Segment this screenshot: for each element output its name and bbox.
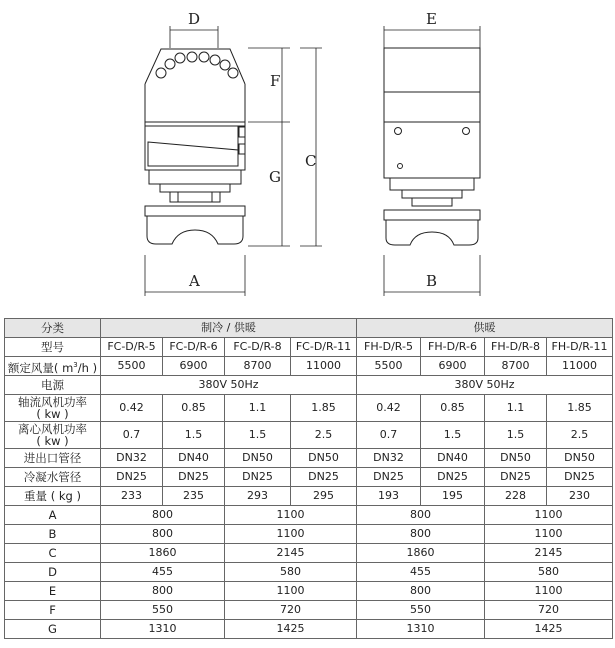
dim-cell: 1310 [101, 620, 225, 639]
group-header-cooling-heating: 制冷 / 供暖 [101, 319, 357, 338]
dim-cell: 1100 [225, 582, 357, 601]
axial-fan-cell: 1.85 [547, 395, 613, 422]
dim-row-label: B [5, 525, 101, 544]
dim-cell: 720 [485, 601, 613, 620]
model-cell: FH-D/R-6 [421, 338, 485, 357]
dim-row-b [5, 525, 613, 544]
dim-cell: 580 [225, 563, 357, 582]
power-cell: 380V 50Hz [101, 376, 357, 395]
dim-label-g: G [269, 168, 281, 186]
dim-cell: 2145 [225, 544, 357, 563]
front-view [145, 49, 245, 244]
centrifugal-fan-label-line1: 离心风机功率 [18, 422, 87, 436]
dim-row-f [5, 601, 613, 620]
centrifugal-fan-cell: 0.7 [101, 422, 163, 449]
power-cell: 380V 50Hz [357, 376, 613, 395]
axial-fan-cell: 0.85 [163, 395, 225, 422]
weight-row [5, 487, 613, 506]
model-cell: FH-D/R-8 [485, 338, 547, 357]
dim-row-c [5, 544, 613, 563]
dim-cell: 1425 [485, 620, 613, 639]
axial-fan-label-line1: 轴流风机功率 [18, 395, 87, 409]
centrifugal-fan-cell: 2.5 [291, 422, 357, 449]
axial-fan-cell: 0.42 [357, 395, 421, 422]
dim-row-label: F [5, 601, 101, 620]
model-cell: FC-D/R-11 [291, 338, 357, 357]
dim-row-label: E [5, 582, 101, 601]
dim-cell: 800 [357, 582, 485, 601]
pipe-cell: DN32 [357, 449, 421, 468]
dim-cell: 800 [101, 525, 225, 544]
dim-cell: 455 [101, 563, 225, 582]
airflow-label-sup: 3 [73, 360, 78, 369]
dim-row-label: G [5, 620, 101, 639]
centrifugal-fan-cell: 1.5 [421, 422, 485, 449]
dim-cell: 800 [101, 506, 225, 525]
dim-cell: 1100 [225, 525, 357, 544]
dim-label-c: C [305, 152, 317, 170]
dim-label-e: E [426, 10, 437, 28]
condensate-row [5, 468, 613, 487]
pipe-label: 进出口管径 [5, 449, 101, 468]
condensate-cell: DN25 [291, 468, 357, 487]
dim-row-e [5, 582, 613, 601]
dim-row-label: D [5, 563, 101, 582]
model-cell: FC-D/R-8 [225, 338, 291, 357]
axial-fan-cell: 1.1 [485, 395, 547, 422]
condensate-cell: DN25 [225, 468, 291, 487]
dim-cell: 1425 [225, 620, 357, 639]
model-label: 型号 [5, 338, 101, 357]
weight-cell: 193 [357, 487, 421, 506]
axial-fan-row [5, 395, 613, 422]
dim-cell: 455 [357, 563, 485, 582]
dim-cell: 580 [485, 563, 613, 582]
dim-cell: 550 [357, 601, 485, 620]
category-header: 分类 [5, 319, 101, 338]
header-row [5, 319, 613, 338]
side-view [384, 48, 480, 245]
dim-row-label: A [5, 506, 101, 525]
axial-fan-cell: 0.85 [421, 395, 485, 422]
model-row [5, 338, 613, 357]
weight-cell: 295 [291, 487, 357, 506]
dim-cell: 1100 [485, 525, 613, 544]
airflow-cell: 6900 [163, 357, 225, 376]
weight-cell: 195 [421, 487, 485, 506]
dim-cell: 800 [101, 582, 225, 601]
weight-cell: 230 [547, 487, 613, 506]
airflow-row [5, 357, 613, 376]
airflow-label [5, 357, 101, 376]
dim-cell: 1100 [485, 582, 613, 601]
airflow-cell: 6900 [421, 357, 485, 376]
dim-cell: 2145 [485, 544, 613, 563]
dim-row-g [5, 620, 613, 639]
model-cell: FC-D/R-5 [101, 338, 163, 357]
condensate-cell: DN25 [357, 468, 421, 487]
dim-cell: 550 [101, 601, 225, 620]
pipe-cell: DN50 [485, 449, 547, 468]
centrifugal-fan-cell: 1.5 [485, 422, 547, 449]
airflow-cell: 5500 [357, 357, 421, 376]
pipe-cell: DN50 [225, 449, 291, 468]
group-header-heating: 供暖 [357, 319, 613, 338]
pipe-row [5, 449, 613, 468]
dim-row-label: C [5, 544, 101, 563]
power-label: 电源 [5, 376, 101, 395]
dim-row-a [5, 506, 613, 525]
condensate-cell: DN25 [421, 468, 485, 487]
model-cell: FH-D/R-5 [357, 338, 421, 357]
axial-fan-label [5, 395, 101, 422]
centrifugal-fan-cell: 0.7 [357, 422, 421, 449]
pipe-cell: DN40 [421, 449, 485, 468]
airflow-cell: 11000 [547, 357, 613, 376]
centrifugal-fan-row [5, 422, 613, 449]
centrifugal-fan-cell: 2.5 [547, 422, 613, 449]
axial-fan-cell: 1.85 [291, 395, 357, 422]
weight-cell: 233 [101, 487, 163, 506]
airflow-cell: 8700 [485, 357, 547, 376]
condensate-cell: DN25 [101, 468, 163, 487]
axial-fan-cell: 1.1 [225, 395, 291, 422]
model-cell: FH-D/R-11 [547, 338, 613, 357]
airflow-cell: 11000 [291, 357, 357, 376]
weight-cell: 235 [163, 487, 225, 506]
condensate-cell: DN25 [547, 468, 613, 487]
airflow-cell: 8700 [225, 357, 291, 376]
axial-fan-label-line2: ( kw ) [36, 407, 69, 421]
pipe-cell: DN32 [101, 449, 163, 468]
pipe-cell: DN40 [163, 449, 225, 468]
pipe-cell: DN50 [547, 449, 613, 468]
airflow-cell: 5500 [101, 357, 163, 376]
dim-label-f: F [270, 72, 281, 90]
spec-table [4, 318, 613, 639]
dim-cell: 800 [357, 525, 485, 544]
centrifugal-fan-cell: 1.5 [163, 422, 225, 449]
airflow-label-text: 额定风量( m [7, 360, 74, 375]
weight-cell: 293 [225, 487, 291, 506]
power-row [5, 376, 613, 395]
condensate-cell: DN25 [163, 468, 225, 487]
dim-cell: 1100 [485, 506, 613, 525]
dim-label-a: A [189, 272, 200, 290]
dim-label-d: D [188, 10, 201, 28]
dim-cell: 800 [357, 506, 485, 525]
condensate-label: 冷凝水管径 [5, 468, 101, 487]
centrifugal-fan-label-line2: ( kw ) [36, 434, 69, 448]
dim-label-b: B [426, 272, 438, 290]
dim-cell: 1860 [357, 544, 485, 563]
dim-cell: 1310 [357, 620, 485, 639]
dim-cell: 1100 [225, 506, 357, 525]
model-cell: FC-D/R-6 [163, 338, 225, 357]
dim-row-d [5, 563, 613, 582]
axial-fan-cell: 0.42 [101, 395, 163, 422]
centrifugal-fan-cell: 1.5 [225, 422, 291, 449]
weight-cell: 228 [485, 487, 547, 506]
condensate-cell: DN25 [485, 468, 547, 487]
centrifugal-fan-label [5, 422, 101, 449]
weight-label: 重量 ( kg ) [5, 487, 101, 506]
dim-cell: 1860 [101, 544, 225, 563]
pipe-cell: DN50 [291, 449, 357, 468]
dim-cell: 720 [225, 601, 357, 620]
airflow-label-unit: /h ) [77, 360, 98, 375]
unit-dimension-drawing [0, 0, 615, 315]
